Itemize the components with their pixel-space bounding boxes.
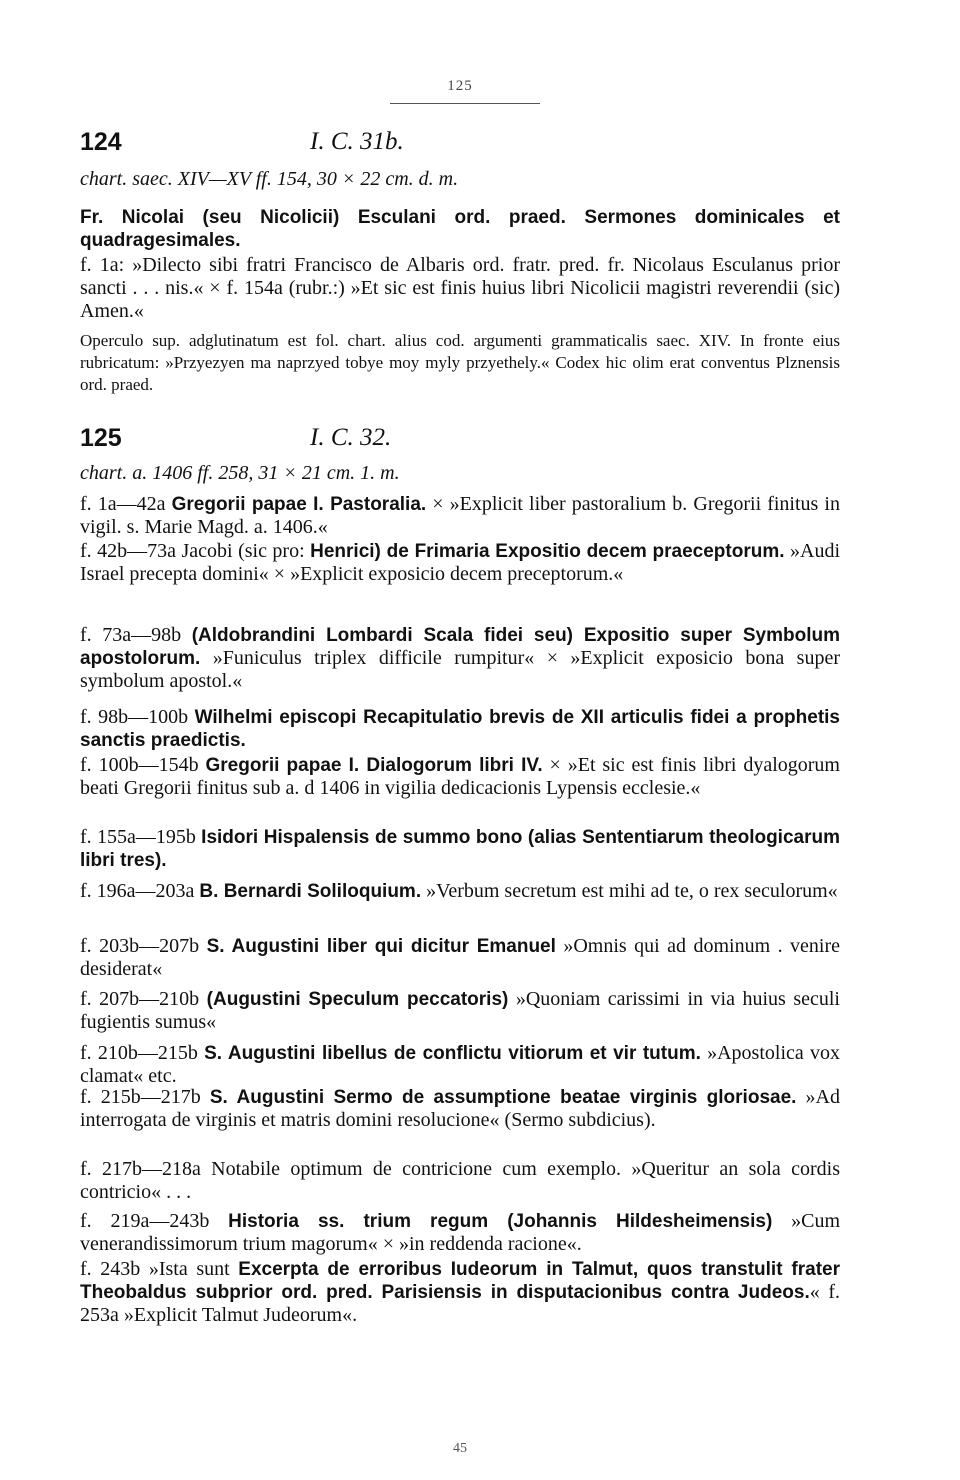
item-title: (Augustini Speculum peccatoris): [206, 989, 509, 1010]
entry-125-header: [80, 424, 840, 456]
item-text: × »Et sic est finis libri dyalogorum beati Gregorii finitus sub a. d 1406 in vigilia dedicacionis Lypensis ecclesie.«: [80, 754, 840, 799]
entry-number: 125: [80, 424, 122, 452]
item-text: »Omnis qui ad dominum . venire desiderat«: [80, 935, 840, 980]
item-title: (Aldobrandini Lombardi Scala fidei seu) Expositio super Symbolum apostolorum.: [80, 625, 840, 669]
item-1: [80, 493, 840, 539]
item-title: S. Augustini liber qui dicitur Emanuel: [206, 936, 556, 957]
item-title: Gregorii papae I. Pastoralia.: [171, 494, 427, 515]
item-text: « f. 253a »Explicit Talmut Judeorum«.: [80, 1281, 840, 1326]
item-text: »Audi Israel precepta domini« × »Explicit exposicio decem preceptorum.«: [80, 540, 841, 585]
item-folio: f. 155a—195b: [80, 826, 202, 848]
item-folio: f. 215b—217b: [80, 1086, 210, 1108]
item-10: [80, 1042, 840, 1088]
entry-124-header: [80, 128, 840, 160]
item-2: [80, 540, 840, 586]
item-text: × »Explicit liber pastoralium b. Gregorii finitus in vigil. s. Marie Magd. a. 1406.«: [80, 493, 840, 538]
item-8: [80, 935, 840, 981]
entry-124-title: [80, 206, 840, 252]
item-text: »Funiculus triplex difficile rumpitur« × »Explicit exposicio bona super symbolum apostol.«: [80, 647, 840, 692]
item-folio: f. 100b—154b: [80, 754, 206, 776]
entry-124-note: Operculo sup. adglutinatum est fol. chart. alius cod. argumenti grammaticalis saec. XIV. In fronte eius rubricatum: »Przyezyen ma naprzyed tobye moy myly przyethely.« Codex hic olim erat conventus Plznensis ord. praed.: [80, 331, 840, 394]
item-title: Henrici) de Frimaria Expositio decem praeceptorum.: [310, 541, 785, 562]
header-rule: [390, 103, 540, 104]
item-folio: f. 196a—203a: [80, 880, 200, 902]
item-folio: f. 73a—98b: [80, 624, 192, 646]
item-folio: f. 42b—73a Jacobi (sic pro:: [80, 540, 311, 562]
item-4: [80, 706, 840, 752]
item-folio: f. 219a—243b: [80, 1210, 229, 1232]
item-text: »Verbum secretum est mihi ad te, o rex seculorum«: [421, 880, 838, 902]
item-6: [80, 826, 840, 872]
item-text: »Quoniam carissimi in via huius seculi fugientis sumus«: [80, 988, 840, 1033]
entry-125-meta: chart. a. 1406 ff. 258, 31 × 21 cm. 1. m.: [80, 462, 400, 484]
item-text: »Cum venerandissimorum trium magorum« × »in reddenda racione«.: [80, 1210, 840, 1255]
item-title: Excerpta de erroribus Iudeorum in Talmut, quos transtulit frater Theobaldus subprior ord. pred. Parisiensis in disputacionibus contra Judeos.: [80, 1259, 840, 1303]
item-14: [80, 1258, 840, 1327]
item-text: »Apostolica vox clamat« etc.: [80, 1042, 840, 1087]
item-title: Wilhelmi episcopi Recapitulatio brevis de XII articulis fidei a prophetis sanctis praedictis.: [80, 707, 840, 751]
entry-signature: I. C. 31b.: [310, 128, 404, 155]
item-text: »Ad interrogata de virginis et matris domini resolucione« (Sermo subdicius).: [80, 1086, 840, 1131]
entry-number: 124: [80, 128, 122, 156]
item-title: Isidori Hispalensis de summo bono (alias Sententiarum theologicarum libri tres).: [80, 827, 840, 871]
item-title: Historia ss. trium regum (Johannis Hildesheimensis): [228, 1211, 773, 1232]
item-folio: f. 1a—42a: [80, 493, 172, 515]
item-7: [80, 880, 840, 903]
item-folio: f. 98b—100b: [80, 706, 195, 728]
item-12: f. 217b—218a Notabile optimum de contricione cum exemplo. »Queritur an sola cordis contricio« . . .: [80, 1158, 840, 1203]
item-title: B. Bernardi Soliloquium.: [199, 881, 422, 902]
item-folio: f. 210b—215b: [80, 1042, 205, 1064]
item-13: [80, 1210, 840, 1256]
entry-signature: I. C. 32.: [310, 424, 392, 451]
entry-title: Fr. Nicolai (seu Nicolicii) Esculani ord. praed. Sermones dominicales et quadragesimales.: [80, 207, 840, 251]
item-11: [80, 1086, 840, 1132]
entry-124-incipit: f. 1a: »Dilecto sibi fratri Francisco de Albaris ord. fratr. pred. fr. Nicolaus Esculanus prior sancti . . . nis.« × f. 154a (rubr.:) »Et sic est finis huius libri Nicolicii magistri reverendii (sic) Amen.«: [80, 254, 840, 322]
item-folio: f. 243b »Ista sunt: [80, 1258, 239, 1280]
item-3: [80, 624, 840, 693]
item-title: S. Augustini Sermo de assumptione beatae virginis gloriosae.: [209, 1087, 797, 1108]
entry-124-meta: chart. saec. XIV—XV ff. 154, 30 × 22 cm. d. m.: [80, 168, 459, 190]
item-9: [80, 988, 840, 1034]
page-number: 125: [447, 78, 473, 94]
footer-number: 45: [453, 1441, 467, 1456]
item-5: [80, 754, 840, 800]
item-folio: f. 203b—207b: [80, 935, 207, 957]
item-title: Gregorii papae I. Dialogorum libri IV.: [205, 755, 543, 776]
item-folio: f. 207b—210b: [80, 988, 207, 1010]
item-title: S. Augustini libellus de conflictu vitiorum et vir tutum.: [204, 1043, 701, 1064]
